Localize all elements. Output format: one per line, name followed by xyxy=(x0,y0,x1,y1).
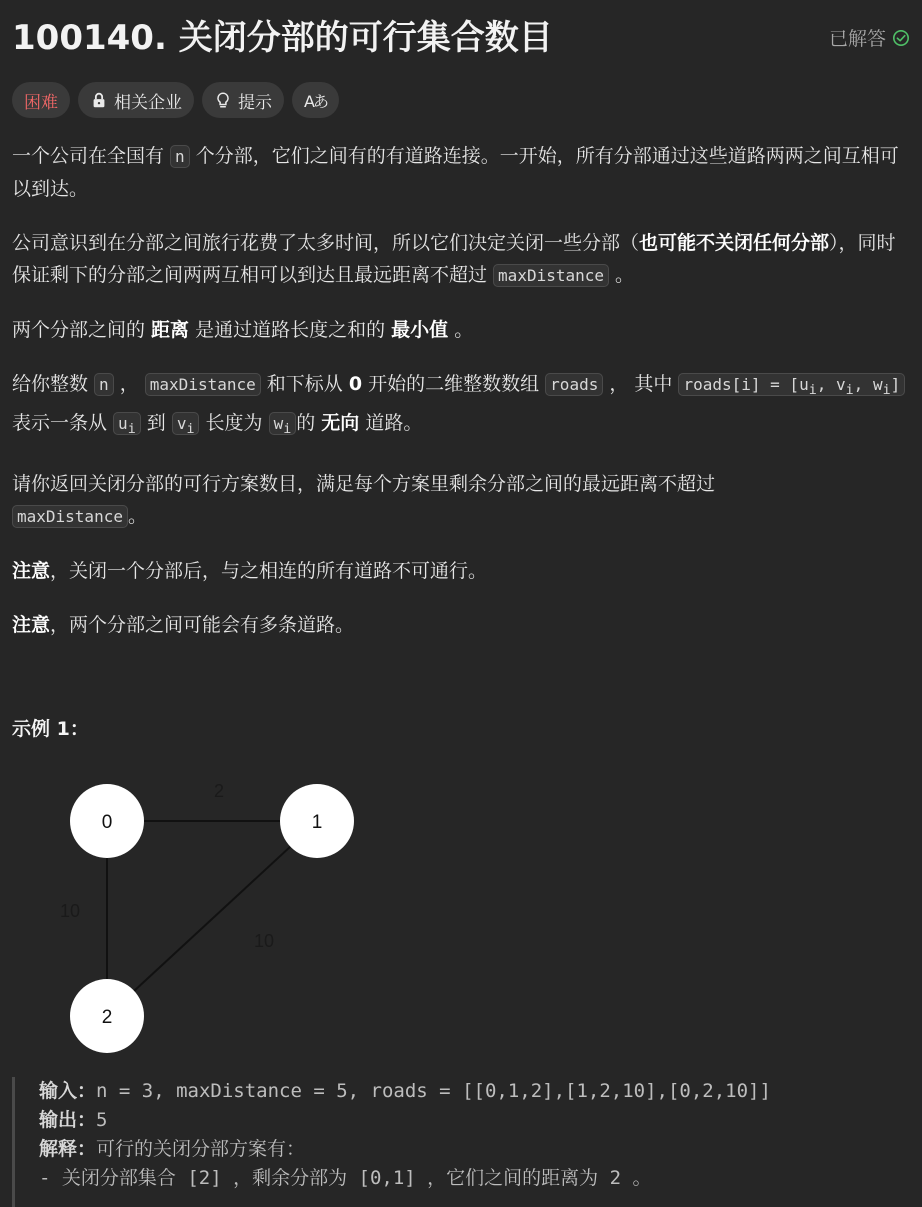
code-part: roads[i] = [u xyxy=(683,375,809,394)
hint-tag[interactable] xyxy=(202,82,284,118)
explain-label: 解释： xyxy=(39,1138,97,1160)
output-line xyxy=(39,1106,910,1135)
text: 公司意识到在分部之间旅行花费了太多时间，所以它们决定关闭一些分部（ xyxy=(12,232,640,254)
code-part: , v xyxy=(816,375,846,394)
text: 给你整数 xyxy=(12,373,95,395)
input-label: 输入： xyxy=(39,1080,97,1102)
paragraph-1 xyxy=(12,140,910,205)
node-1-label: 1 xyxy=(311,812,323,833)
text: ， 其中 xyxy=(603,373,679,395)
paragraph-4 xyxy=(12,368,910,446)
explain-line xyxy=(39,1135,910,1164)
text: 和下标从 xyxy=(260,373,349,395)
bold-text: 0 xyxy=(348,373,363,395)
tag-bar xyxy=(12,82,339,118)
node-2-label: 2 xyxy=(101,1007,113,1028)
inline-code xyxy=(269,412,297,438)
example-io-block xyxy=(12,1077,910,1207)
problem-title[interactable]: 100140. 关闭分部的可行集合数目 xyxy=(12,18,553,58)
translate-icon: Aあ xyxy=(304,91,327,111)
code-sub: i xyxy=(845,383,854,399)
note-2 xyxy=(12,609,910,641)
text: 。 xyxy=(609,264,635,286)
paragraph-5 xyxy=(12,468,910,533)
text: 是通过道路长度之和的 xyxy=(189,319,392,341)
output-label: 输出： xyxy=(39,1109,97,1131)
difficulty-tag[interactable] xyxy=(12,82,70,118)
bold-text: 无向 xyxy=(321,412,360,435)
output-value: 5 xyxy=(96,1109,108,1131)
code-sub: i xyxy=(808,383,817,399)
input-value: n = 3, maxDistance = 5, roads = [[0,1,2],[1,2,10],[0,2,10]] xyxy=(96,1080,771,1102)
difficulty-label: 困难 xyxy=(24,92,58,113)
code-part: ] xyxy=(890,375,901,394)
lock-icon xyxy=(90,91,108,109)
text: ），同时保证剩下的分部之间两两互相可以到达且最远距离不超过 xyxy=(12,232,896,286)
paragraph-3 xyxy=(12,314,910,346)
text: 请你返回关闭分部的可行方案数目，满足每个方案里剩余分部之间的最远距离不超过 xyxy=(12,473,716,496)
hint-label: 提示 xyxy=(238,92,272,113)
solved-label: 已解答 xyxy=(828,28,886,50)
text: ，两个分部之间可能会有多条道路。 xyxy=(50,614,355,637)
edge-0-1-label: 2 xyxy=(213,781,225,801)
explain-value: 可行的关闭分部方案有： xyxy=(96,1138,306,1160)
inline-code: n xyxy=(170,145,190,168)
check-circle-icon xyxy=(892,29,910,47)
inline-code: maxDistance xyxy=(12,505,128,528)
bold-text: 距离 xyxy=(151,319,190,341)
code-sub: i xyxy=(283,422,292,438)
bold-text: 最小值 xyxy=(391,319,449,341)
explain-detail-line: - 关闭分部集合 [2] ，剩余分部为 [0,1] ，它们之间的距离为 2 。 xyxy=(39,1167,652,1189)
text: 长度为 xyxy=(199,412,269,435)
bold-text: 也可能不关闭任何分部 xyxy=(639,232,830,254)
code-sub: i xyxy=(186,422,195,438)
text: 。 xyxy=(448,319,474,341)
inline-code xyxy=(172,412,200,438)
paragraph-2 xyxy=(12,227,910,292)
text: 的 xyxy=(296,412,322,435)
problem-description xyxy=(12,140,910,663)
text: ， xyxy=(113,373,145,395)
text: 表示一条从 xyxy=(12,412,114,435)
text: 道路。 xyxy=(359,412,423,435)
inline-code: n xyxy=(94,373,114,396)
bold-text: 注意 xyxy=(12,614,51,637)
text: 到 xyxy=(140,412,172,435)
input-line xyxy=(39,1077,910,1106)
lightbulb-icon xyxy=(214,91,232,109)
example-graph xyxy=(42,770,382,1060)
note-1 xyxy=(12,555,910,587)
edge-0-2-label: 10 xyxy=(59,901,81,921)
bold-text: 注意 xyxy=(12,560,51,583)
inline-code: roads xyxy=(545,373,603,396)
text: 两个分部之间的 xyxy=(12,319,152,341)
code-part: , w xyxy=(853,375,883,394)
node-0-label: 0 xyxy=(101,812,113,833)
text: 。 xyxy=(127,505,147,528)
code-sub: i xyxy=(127,422,136,438)
inline-code: maxDistance xyxy=(145,373,261,396)
text: ，关闭一个分部后，与之相连的所有道路不可通行。 xyxy=(50,560,488,583)
inline-code: maxDistance xyxy=(493,264,609,287)
edge-1-2 xyxy=(107,822,317,1016)
inline-code xyxy=(113,412,141,438)
title-row xyxy=(12,10,910,60)
text: 一个公司在全国有 xyxy=(12,145,171,167)
code-sub: i xyxy=(882,383,891,399)
example-title: 示例 1： xyxy=(12,718,89,740)
companies-label: 相关企业 xyxy=(114,92,182,113)
text: 开始的二维整数数组 xyxy=(362,373,546,395)
code-part: u xyxy=(118,414,128,434)
code-part: v xyxy=(176,414,187,434)
solved-status xyxy=(829,24,910,51)
edge-1-2-label: 10 xyxy=(253,931,275,951)
text: 个分部，它们之间有的有道路连接。一开始，所有分部通过这些道路两两之间互相可以到达。 xyxy=(12,145,899,200)
translate-tag[interactable] xyxy=(292,82,339,118)
companies-tag[interactable] xyxy=(78,82,194,118)
code-part: w xyxy=(273,414,284,434)
inline-code-roads-i xyxy=(678,373,905,399)
